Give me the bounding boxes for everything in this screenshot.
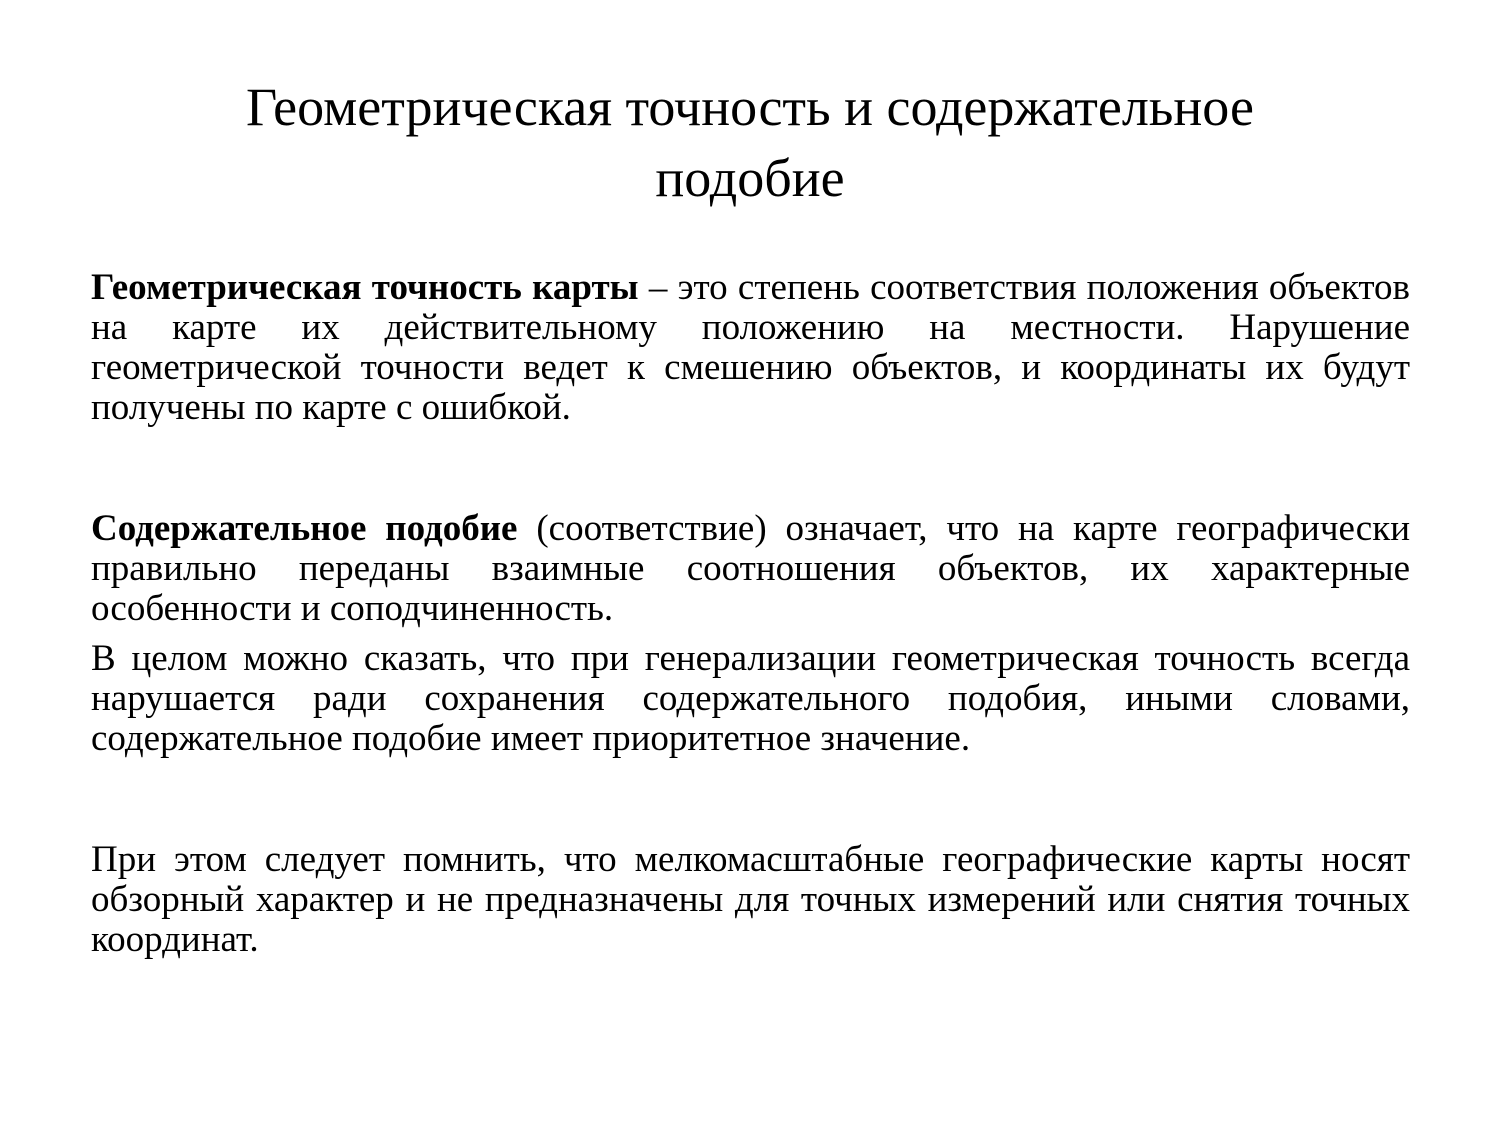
- slide-body: [91, 268, 1410, 960]
- paragraph-generalization: В целом можно сказать, что при генерализации геометрическая точность всегда нарушается ради сохранения содержательного подобия, иными словами, содержательное подобие имеет приоритетное значение.: [91, 638, 1410, 759]
- definition-geometric-accuracy: – это степень соответствия положения объектов на карте их действительному положению на местности. Нарушение геометрической точности ведет к смешению объектов, и координаты их будут получены по карте с ошибкой.: [91, 267, 1410, 428]
- slide-title-line-2: подобие: [655, 148, 845, 208]
- slide-title: [150, 72, 1350, 214]
- term-content-similarity: Содержательное подобие: [91, 508, 518, 549]
- paragraph-content-similarity: [91, 509, 1410, 629]
- definition-content-similarity: (соответствие) означает, что на карте географически правильно переданы взаимные соотношения объектов, их характерные особенности и соподчиненность.: [91, 508, 1410, 629]
- slide-title-line-1: Геометрическая точность и содержательное: [246, 77, 1254, 137]
- paragraph-geometric-accuracy: [91, 268, 1410, 428]
- term-geometric-accuracy: Геометрическая точность карты: [91, 267, 639, 308]
- paragraph-small-scale-maps: При этом следует помнить, что мелкомасштабные географические карты носят обзорный характер и не предназначены для точных измерений или снятия точных координат.: [91, 839, 1410, 960]
